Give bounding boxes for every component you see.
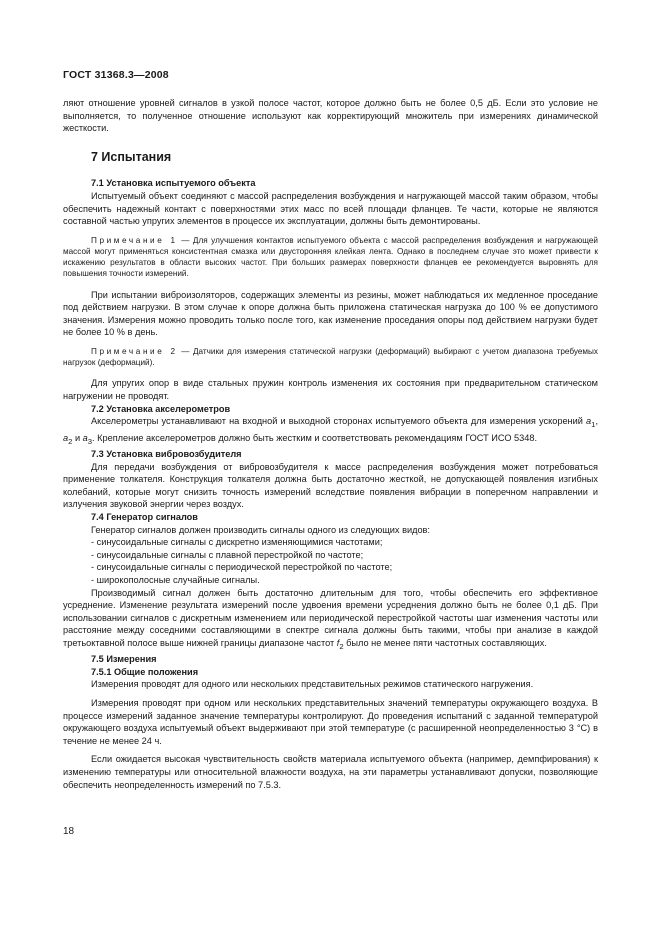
list-item: - синусоидальные сигналы с периодической перестройкой по частоте;: [91, 562, 393, 573]
subsection-heading-7-3: 7.3 Установка вибровозбудителя: [91, 448, 242, 459]
document-header: ГОСТ 31368.3—2008: [63, 69, 169, 81]
page-number: 18: [63, 826, 75, 837]
paragraph-7-5-1-c: Если ожидается высокая чувствительность свойств материала испытуемого объекта (например, демпфирования) к изменению температуры или относительной влажности воздуха, на эти параметры устанавливают допуски, позволяющие обеспечить неопределенность измерений по 7.5.3.: [63, 754, 598, 790]
paragraph-continued: ляют отношение уровней сигналов в узкой полосе частот, которое должно быть не более 0,5 дБ. Если это условие не выполняется, то полученное отношение используют как корректирующий множитель при измерениях динамической жесткости.: [63, 98, 598, 134]
paragraph-7-2: Акселерометры устанавливают на входной и выходной сторонах испытуемого объекта для измерения ускорений $a_1$, $a_2$ и $a_3$. Крепление акселерометров должно быть жестким и соответствовать рекомендациям ГОСТ ИСО 5348.: [63, 416, 598, 446]
paragraph-7-4-b: Производимый сигнал должен быть достаточно длительным для того, чтобы обеспечить его эффективное усреднение. Изменение результата измерений после удвоения времени усреднения должно быть не более 0,1 дБ. При использовании сигналов с дискретным изменением или периодической перестройкой частоты шаг изменения частоты или расстояние между соседними составляющими в спектре сигнала должны быть такими, чтобы при анализе в каждой третьоктавной полосе выше нижней границы диапазоне частот $f_2$ было не менее пяти частотных составляющих.: [63, 587, 598, 651]
note-2: [63, 346, 598, 368]
paragraph-7-1-b: При испытании виброизоляторов, содержащих элементы из резины, может наблюдаться их медленное проседание под действием нагрузки. В этом случае к опоре должна быть приложена статическая нагрузка до 100 % ее допустимого значения. Измерения можно проводить только после того, как изменение проседания опоры под действием нагрузки будет не более 10 % в день.: [63, 289, 598, 338]
section-heading-7: 7 Испытания: [91, 149, 172, 164]
subsection-heading-7-5: 7.5 Измерения: [91, 654, 157, 665]
paragraph-7-5-1-b: Измерения проводят при одном или нескольких представительных значений температуры окружающего воздуха. В процессе измерений заданное значение температуры контролируют. До проведения испытаний с заданной температурой окружающего воздуха испытуемый объект выдерживают при этой температуре (с расширенной неопределенностью 3 °С) в течение не менее 24 ч.: [63, 698, 598, 746]
subsection-heading-7-4: 7.4 Генератор сигналов: [91, 511, 198, 522]
note-2-label: Примечание 2: [91, 346, 178, 356]
subsection-heading-7-2: 7.2 Установка акселерометров: [91, 403, 231, 414]
paragraph-7-1-a: Испытуемый объект соединяют с массой распределения возбуждения и нагружающей массой таким образом, чтобы обеспечить надежный контакт с поверхностями этих масс по всей площади фланцев. Те части, которые не являются составной частью упругих элементов в процессе их эксплуатации, должны быть демонтированы.: [63, 190, 598, 227]
note-1-label: Примечание 1: [91, 235, 178, 245]
paragraph-7-4: Генератор сигналов должен производить сигналы одного из следующих видов:: [91, 524, 430, 535]
list-item: - широкополосные случайные сигналы.: [91, 574, 260, 585]
note-1: [63, 235, 598, 280]
paragraph-7-1-c: Для упругих опор в виде стальных пружин контроль изменения их состояния при предварительном статическом нагружении не проводят.: [63, 378, 598, 401]
subsection-heading-7-5-1: 7.5.1 Общие положения: [91, 666, 199, 677]
document-body: [63, 97, 598, 791]
paragraph-7-3: Для передачи возбуждения от вибровозбудителя к массе распределения возбуждения может потребоваться применение толкателя. Конструкция толкателя должна быть достаточно жесткой, не допускающей появления изгибных колебаний, которые могут снизить точность измерений вследствие появления вибрации в поперечном направлении и излучения звуковой энергии через воздух.: [63, 461, 598, 510]
paragraph-7-5-1-a: Измерения проводят для одного или нескольких представительных режимов статического нагружения.: [91, 679, 534, 690]
note-2-text: — Датчики для измерения статической нагрузки (деформаций) выбирают с учетом диапазона требуемых нагрузок (деформаций).: [63, 346, 599, 368]
note-1-text: — Для улучшения контактов испытуемого объекта с массой распределения возбуждения и нагружающей массой могут применяться консистентная смазка или двусторонняя клейкая лента. Однако в последнем случае это может привести к искажению результатов в области высоких частот. При больших размерах поверхности фланцев ее рекомендуется выровнять для повышения точности измерений.: [63, 235, 599, 279]
list-item: - синусоидальные сигналы с плавной перестройкой по частоте;: [91, 549, 364, 560]
list-item: - синусоидальные сигналы с дискретно изменяющимися частотами;: [91, 537, 383, 548]
subsection-heading-7-1: 7.1 Установка испытуемого объекта: [91, 178, 256, 189]
